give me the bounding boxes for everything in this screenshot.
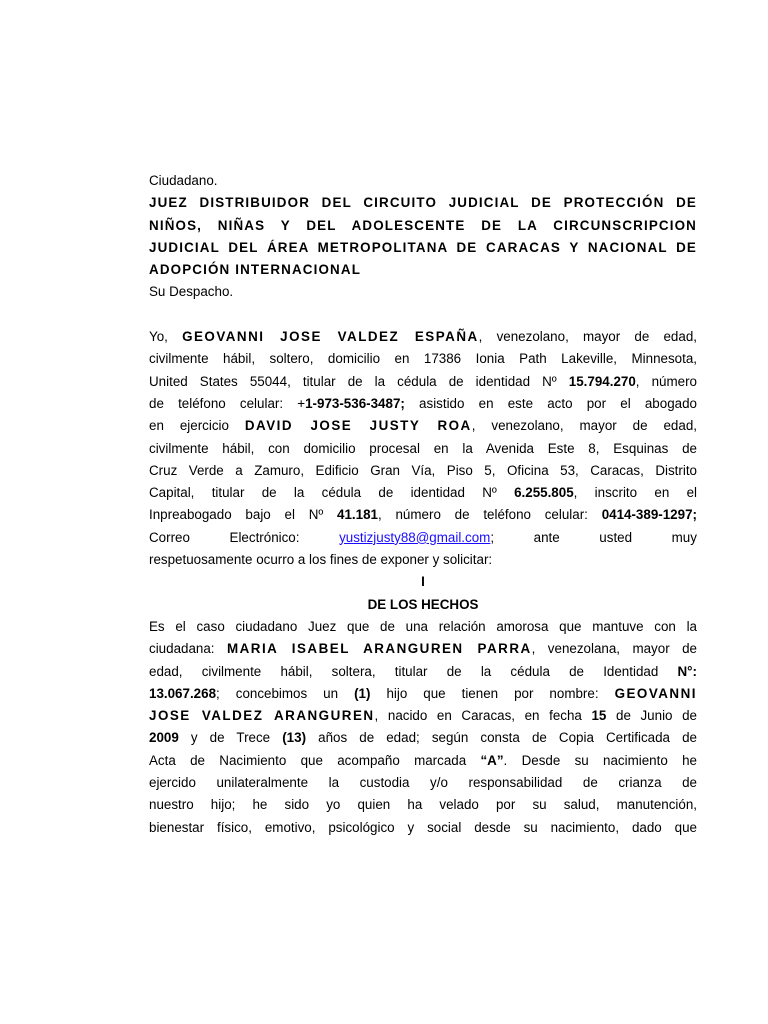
exhibit-mark: “A” bbox=[480, 752, 504, 768]
intro-line-4 bbox=[149, 393, 697, 415]
intro-line-7: Cruz Verde a Zamuro, Edificio Gran Vía, Piso 5, Oficina 53, Caracas, Distrito bbox=[149, 462, 697, 478]
facts-bold: N°: bbox=[677, 663, 697, 679]
lawyer-phone: 0414-389-1297; bbox=[601, 507, 697, 523]
facts-line-8: ejercido unilateralmente la custodia y/o responsabilidad de crianza de bbox=[149, 775, 697, 791]
intro-text: , inscrito en el bbox=[573, 485, 697, 501]
intro-text: , venezolano, mayor de edad, bbox=[471, 418, 697, 434]
email-link[interactable]: yustizjusty88@gmail.com bbox=[339, 529, 491, 545]
intro-line-3 bbox=[149, 371, 697, 393]
facts-line-2 bbox=[149, 638, 697, 660]
intro-text: asistido en este acto por el abogado bbox=[404, 395, 697, 411]
facts-line-3 bbox=[149, 661, 697, 683]
intro-line-6: civilmente hábil, con domicilio procesal en la Avenida Este 8, Esquinas de bbox=[149, 440, 697, 456]
letter-body bbox=[149, 170, 697, 839]
email-with-semicolon bbox=[339, 530, 494, 545]
facts-bold: 15 bbox=[591, 708, 607, 724]
intro-text: , número bbox=[635, 373, 697, 389]
facts-bold: 2009 bbox=[149, 730, 179, 746]
intro-line-5 bbox=[149, 415, 697, 437]
intro-line-2: civilmente hábil, soltero, domicilio en 17386 Ionia Path Lakeville, Minnesota, bbox=[149, 351, 697, 367]
intro-text: ; bbox=[490, 529, 495, 545]
intro-text: de teléfono celular: + bbox=[149, 395, 306, 411]
intro-text: United States 55044, titular de la cédula de identidad Nº bbox=[149, 373, 569, 389]
facts-line-5 bbox=[149, 705, 697, 727]
petitioner-name: GEOVANNI JOSE VALDEZ ESPAÑA bbox=[182, 329, 479, 345]
intro-word: Electrónico: bbox=[229, 529, 300, 545]
intro-word: usted bbox=[599, 529, 633, 545]
facts-text: años de edad; según consta de Copia Certificada de bbox=[306, 730, 697, 746]
facts-bold: (1) bbox=[354, 685, 371, 701]
facts-line-6 bbox=[149, 727, 697, 749]
facts-line-9: nuestro hijo; he sido yo quien ha velado por su salud, manutención, bbox=[149, 797, 697, 813]
mother-name: MARIA ISABEL ARANGUREN PARRA bbox=[226, 641, 532, 657]
intro-text: , número de teléfono celular: bbox=[378, 507, 602, 523]
facts-line-4 bbox=[149, 683, 697, 705]
intro-line-1 bbox=[149, 326, 697, 348]
section-title-text: DE LOS HECHOS bbox=[367, 596, 479, 612]
intro-line-9 bbox=[149, 504, 697, 526]
section-number bbox=[149, 571, 697, 593]
facts-text: , nacido en Caracas, en fecha bbox=[374, 708, 592, 724]
facts-text: Acta de Nacimiento que acompaño marcada bbox=[149, 752, 481, 768]
facts-text: edad, civilmente hábil, soltera, titular de la cédula de Identidad bbox=[149, 663, 678, 679]
addressee-line-3: JUDICIAL DEL ÁREA METROPOLITANA DE CARACAS Y NACIONAL DE bbox=[149, 239, 697, 255]
facts-text: de Junio de bbox=[606, 708, 697, 724]
facts-text: y de Trece bbox=[178, 730, 283, 746]
mother-cedula: 13.067.268 bbox=[149, 685, 217, 701]
facts-bold: (13) bbox=[282, 730, 307, 746]
inpreabogado-number: 41.181 bbox=[337, 507, 378, 523]
intro-text: en ejercicio bbox=[149, 418, 245, 434]
facts-text: ; concebimos un bbox=[216, 685, 355, 701]
lawyer-name: DAVID JOSE JUSTY ROA bbox=[244, 418, 472, 434]
facts-line-1: Es el caso ciudadano Juez que de una relación amorosa que mantuve con la bbox=[149, 618, 697, 634]
addressee-line-4: ADOPCIÓN INTERNACIONAL bbox=[149, 262, 362, 278]
intro-line-11: respetuosamente ocurro a los fines de exponer y solicitar: bbox=[149, 552, 493, 568]
lawyer-cedula: 6.255.805 bbox=[514, 485, 574, 501]
child-name-part: GEOVANNI bbox=[614, 685, 697, 701]
blank-line bbox=[149, 304, 697, 326]
intro-line-8 bbox=[149, 482, 697, 504]
intro-text: , venezolano, mayor de edad, bbox=[478, 329, 697, 345]
salutation: Ciudadano. bbox=[149, 173, 218, 188]
facts-line-7 bbox=[149, 750, 697, 772]
intro-word: muy bbox=[671, 529, 697, 545]
facts-text: hijo que tienen por nombre: bbox=[370, 685, 615, 701]
facts-text: ciudadana: bbox=[149, 641, 227, 657]
section-number-text: I bbox=[421, 574, 425, 590]
intro-text: Inpreabogado bajo el Nº bbox=[149, 507, 338, 523]
petitioner-cedula: 15.794.270 bbox=[568, 373, 636, 389]
facts-line-10: bienestar físico, emotivo, psicológico y social desde su nacimiento, dado que bbox=[149, 819, 697, 835]
addressee-line-1: JUEZ DISTRIBUIDOR DEL CIRCUITO JUDICIAL DE PROTECCIÓN DE bbox=[149, 195, 697, 211]
addressee-line-2: NIÑOS, NIÑAS Y DEL ADOLESCENTE DE LA CIRCUNSCRIPCION bbox=[149, 217, 697, 233]
intro-text: Yo, bbox=[149, 329, 183, 345]
facts-text: . Desde su nacimiento he bbox=[503, 752, 697, 768]
facts-text: , venezolana, mayor de bbox=[531, 641, 697, 657]
despacho-line: Su Despacho. bbox=[149, 284, 234, 300]
intro-word: ante bbox=[533, 529, 560, 545]
child-name-part: JOSE VALDEZ ARANGUREN bbox=[149, 708, 375, 724]
intro-line-10 bbox=[149, 527, 697, 549]
section-title bbox=[149, 594, 697, 616]
intro-word: Correo bbox=[149, 529, 190, 545]
intro-text: Capital, titular de la cédula de identidad Nº bbox=[149, 485, 515, 501]
petitioner-phone: 1-973-536-3487; bbox=[305, 395, 405, 411]
